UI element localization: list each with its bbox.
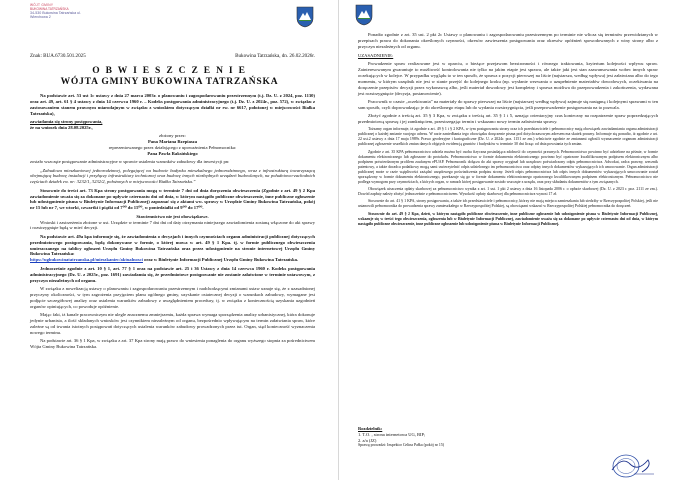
case-reference: Znak: BUA.6730.501.2025 — [30, 53, 86, 59]
publication-info: Stosownie do art. 49 § 2 Kpa, dzień, w którym nastąpiło publiczne obwieszczenie, inne publiczne ogłoszenie lub udostępnienie pisma w Biuletynie Informacji Publicznej, wskazuje się w treści tego obwieszczenia, ogłoszenia lub w Biuletynie Informacji Publicznej, zawiadomienie uważa się za dokonane po upływie czternastu dni od dnia, w którym nastąpiło publiczne obwieszczenie, inne publiczne ogłoszenie lub udostępnienie pisma w Biuletynie Informacji Publicznej. — [358, 211, 658, 226]
right-body — [358, 32, 658, 229]
power-of-attorney-info: Zgodnie z art. 35 KPA pełnomocnictwo udziela można być osoba fizyczna posiadająca zdolność do czynności prawnych. Pełnomocnictwo powinno być udzielone na piśmie, w formie dokumentu elektronicznego lub zgłoszone do protokołu. Pełnomocnictwo w formie dokumentu elektronicznego powinno być opatrzone kwalifikowanym podpisem elektronicznym albo podpisem potwierdzonym profilem zaufanym ePUAP. Pełnomocnik dołącza do akt sprawy oryginał lub urzędowo poświadczony odpis pełnomocnictwa. Adwokat, radca prawny, rzecznik patentowy, a także doradca podatkowy mogą sami uwierzytelnić odpis udzielonego im pełnomocnictwa oraz odpisy innych dokumentów wykazujących ich umocowanie. Organ administracji publicznej może w razie wątpliwości zażądać urzędowego poświadczenia podpisu strony. Jeżeli odpis pełnomocnictwa lub odpis innych dokumentów wykazujących umocowanie został sporządzony w formie dokumentu elektronicznego, przekazuje się go w formie dokumentu elektronicznego opatrzonego kwalifikowanym podpisem elektronicznym. Pełnomocnictwo nie podlega wymogom przy czynnościach, z których organ, w ramach której postępowanie zostało wszczęte z urzędu, oraz przy składaniu dokumentów z tym związanych. — [358, 149, 658, 184]
coat-of-arms-icon — [355, 4, 373, 26]
case-handler-note: Sprawę prowadzi: Inspektor Celina Pałka (pokój nr 15) — [358, 443, 445, 448]
appeal-info: Na podstawie art. 36 § 1 Kpa, w związku z art. 37 Kpa strony mają prawo do wniesienia ponaglenia do organu wyższego stopnia za pośrednictwem Wójta Gminy Bukowina Tatrzańska. — [30, 337, 315, 349]
legal-basis: Na podstawie art. 53 ust 1c ustawy z dnia 27 marca 2003r. o planowaniu i zagospodarowaniu przestrzennym (t.j. Dz. U. z 2024, poz. 1130) oraz art. 49, art. 61 § 4 ustawy z dnia 14 czerwca 1960 r. – Kodeks postępowania administracyjnego (t.j. Dz. U. z 2024r., poz. 572), w związku z zastosowaniem stanem prawnym miarodajnym w związku z wnioskiem dotyczącym działki nr ew. nr 6617, położonej w miejscowości Białka Tatrzańska), — [30, 93, 315, 116]
workload-reason: Mając fakt, iż kanale pracowniczym nie ulegle znacznemu zmniejszeniu, każda sprawa wymaga sporządzenia analizy urbanistycznej, która dokonuje jedynie urbanista, a ilość składanych wniosków jest czynnikiem niezależnym od organu, bezpośrednio wpływającym na termin załatwiania spraw, które zależne są od trwania istotnych postępowań dotyczących ustalenia warunków zabudowy prowadzonych przez tut. Organ, stąd konieczność wyznaczenia nowego terminu. — [30, 311, 315, 335]
notification-method: Na podstawie art. 49a kpa informuje się, że zawiadomienia o decyzjach i innych czynnościach organu administracji publicznej dotyczących przedmiotowego postępowania, będą dokonywane w formie, o której mowa w art. 49 § 1 Kpa. tj. w formie publicznego obwieszczenia umieszczanego na tablicy ogłoszeń Urzędu Gminy Bukowina Tatrzańska oraz przez udostępnienie na stronie internetowej Urzędu Gminy Bukowina Tatrzańska: — [30, 233, 315, 257]
proceedings-initiated: zostało wszczęte postępowanie administracyjne w sprawie ustalenia warunków zabudowy dla inwestycji pn: — [30, 159, 230, 165]
filed-by-label: złożony przez: — [159, 133, 186, 139]
stamp-line-3: 34-530 Bukowina Tatrzańska ul. Wierchowa 2 — [30, 11, 81, 19]
office-stamp — [30, 3, 94, 25]
application-date: że na wniosek dnia 28.08.2025r., — [30, 124, 93, 130]
notification-tail: oraz w Biuletynie Informacji Publicznej Urzędu Gminy Bukowina Tatrzańska. — [142, 257, 299, 263]
signature-stamp — [608, 452, 658, 480]
address-change-info: Tożsamy organ informuje, iż zgodnie z art. 49 § 1 i § 2 KPA, w tym postępowaniu strony oraz ich przedstawiciele i pełnomocnicy mają obowiązek zawiadamiania organu administracji publicznej o każdej zmianie swojego adresu. W razie zaniedbania tego obowiązku doręczenie pisma pod dotychczasowym adresem ma skutek prawny. Informuje się ponadto, iż zgodnie z art. 22 ust.2 ustawy z dnia 17 maja 1989r. Prawo geodezyjne i kartograficzne (Dz. U. z 2024r. poz. 1151 ze zm.) właściwie zgodnie ze zmianami ogłosili wyznaczenie organom administracji publicznej zgłoszenie wszelkich zmian danych objętych ewidencją gruntów i budynków w terminie 30 dni licząc od dnia powstania tych zmian. — [358, 127, 658, 147]
attorney-name: Pana Pawła Raksińskiego — [147, 150, 198, 156]
justification-order: Prowadzenie spraw realizowane jest w oparciu, o bieżące przejawom bezstronności i równego traktowania, kryterium kolejności wpływu spraw. Zainteresowanym gwarantuje to możliwość kontrolowania nie tylko na jakim etapie jest sprawa, ale także jaki jest stan zaawansowania wobec innych spraw oczekujących w kolejce. W przypadku wyglądu to w ten sposób, że sprawa z pozycji pierwszej na liście (najstarsza, według wpływu) jest załatwiana albo do tego momentu, w którym urzędnik nie jest w stanie przejść do kolejnego kroku (np. wysłanie wezwania o uzupełnienie materiałów dowodowych, oczekiwania na doręczenie przepisów decyzji przez wykonawcę albo, jeśli materiał dowodowy jest kompletny i sprawa możliwa do przeprowadzenia i zakończenia, wydawana jest rozstrzygnięcie (decyzja, postanowienie). — [358, 61, 658, 96]
justification-heading: UZASADNIENIE: — [358, 52, 394, 58]
stamp-duty-info: Obowiązek uiszczenia opłaty skarbowej za pełnomocnictwo wynika z art. 1 ust. 1 pkt 2 ustawy z dnia 16 listopada 2006 r. o opłacie skarbowej (Dz. U. z 2023 r. poz. 2111 ze zm.). Dowód zapłaty należy złożyć jednocześnie z pełnomocnictwem. Wysokość opłaty skarbowej dla pełnomocnictwa wynosi 17 zł. — [358, 187, 658, 197]
recipients-block — [358, 426, 558, 449]
foreign-parties-info: Stosownie do art. 41 § 1 KPA, strony postępowania, a także ich przedstawiciele i pełnomocnicy, którzy nie mają miejsca zamieszkania lub siedziby w Rzeczypospolitej Polskiej, jeśli nie ustanowili pełnomocnika do prowadzenia sprawy zamieszkałego w Rzeczypospolitej Polskiej, są obowiązani wskazać w Rzeczypospolitej Polskiej pełnomocnika do doręczeń. — [358, 199, 658, 209]
access-to-files: Stosownie do treści art. 73 Kpa strony postępowania mogą w terminie 7 dni od dnia doręczenia obwieszczenia (Zgodnie z art. 49 § 2 Kpa zawiadomienie uważa się za dokonane po upływie czternastu dni od dnia, w którym nastąpiło publiczne obwieszczenie, inne publiczne ogłoszenie lub udostępnienie pisma w Biuletynie Informacji Publicznej) zapoznać się z aktami ww. sprawy w Urzędzie Gminy Bukowina Tatrzańska, pokój nr 15 lub nr 7, we wtorki, czwartki i piątki od 7⁰⁰ do 15⁰⁰, w poniedziałki od 9⁰⁰ do 17⁰⁰. — [30, 187, 315, 211]
recipient-item: 2. a/a (JZ) — [358, 437, 377, 443]
deadline-note: Ponadto zgodnie z art. 35 ust. 2 pkt 2c Ustawy o planowaniu i zagospodarowaniu przestrzennym po terminie nie wlicza się terminów przewidzianych w przepisach prawa do dokonania określonych czynności, okresów zawieszenia postępowania oraz okresów opóźnień spowodowanych z winy strony albo z przyczyn niezależnych od organu. — [358, 32, 658, 49]
notification-link-line — [30, 257, 315, 263]
delay-reason: W związku z nowelizacją ustawy o planowaniu i zagospodarowaniu przestrzennym i nadchodzącymi zmianami ustaw uznaje się, że z uzasadnionej przyczyny okoliczności, w tym zagrożenia przyjęciem planu ogólnego gminy, uzyskanie ostatecznej decyzji o warunkach zabudowy, wymagane jest podjęcie szczegółowej analizy oraz ustalenia warunków zabudowy z uwzględnieniem procedury, tj. w związku z koniecznością uzyskania uzgodnień organów opiniujących, co powoduje opóźnienie. — [30, 285, 315, 309]
investment-description: „Zabudowa mieszkaniowej jednorodzinnej, polegającej na budowie budynku mieszkalnego jednorodzinnego, wraz z infrastrukturą towarzyszącą obejmującą budowę instalacji i przyłączy infrastruktury technicznej oraz budowę innych niezbędnych urządzeń budowlanych, na południowo-zachodnich częściach działek ew. nr: 3232/1, 3232/2, położonych w miejscowości Białka Tatrzańska.” — [30, 167, 315, 185]
stamp-line-2: BUKOWINA TATRZAŃSKA — [30, 7, 69, 11]
notice-parties: zawiadamia się strony postępowania, — [30, 119, 103, 125]
applicant-name: Pana Mariana Rzepiasza — [148, 139, 197, 145]
left-page — [0, 0, 339, 480]
left-body — [30, 93, 315, 352]
representing-label: reprezentowanego przez działającego z upoważnienia Pełnomocnika: — [108, 145, 237, 151]
coat-of-arms-icon — [296, 6, 314, 28]
justification-workflow: Pracownik w czasie „oczekiwania” na materiały do sprawy pierwszej na liście (najstarszej według wpływu) zajmuje się następną i kolejnymi sprawami w ten sam sposób, czyli doprowadzając je do określonego etapu lub do wydania rozstrzygnięcia, jeśli przeprowadzenie postępowania na to pozwala. — [358, 98, 658, 110]
recipient-item: 1. T.O. , strona internetowa UG, BIP; — [358, 431, 426, 437]
letter-header — [30, 53, 315, 59]
place-and-date: Bukowina Tatrzańska, dn. 26.02.2026r. — [235, 53, 315, 59]
stamp-line-1: WÓJT GMINY — [30, 3, 54, 7]
requests-note: Wnioski i zastrzeżenia złożone w ust. Urzędzie w terminie 7 dni dni od daty otrzymania niniejszego zawiadomienia zostaną włączone do akt sprawy i rozstrzygnięte będą w mieć decyzji. — [30, 219, 315, 231]
document-issuer: WÓJTA GMINY BUKOWINA TATRZAŃSKA — [60, 77, 279, 87]
recipients-heading: Rozdzielnik: — [358, 426, 383, 431]
delay-notice: Jednocześnie zgodnie z art. 10 § 1, art. 77 § 1 oraz na podstawie art. 25 i 36 Ustawy z dnia 14 czerwca 1960 r. Kodeks postępowania administracyjnego (Dz. U. z 2025r., poz. 1691) zawiadamia się, że przedmiotowe postępowanie nie zostanie załatwione w terminie ustawowym, z przyczyn niezależnych od organu. — [30, 265, 315, 283]
document-title: O B W I E S Z C Z E N I E — [92, 66, 247, 76]
website-link[interactable]: https://ugbukowinatatrzanska.pl/mieszkaniec/aktualnosci — [30, 257, 143, 263]
attendance-note: Stawiennictwo nie jest obowiązkowe. — [136, 213, 209, 219]
justification-deadline: Złożyć zgodnie z treścią art. 35 § 3 Kpa, w związku z treścią art. 35 § 1 i 5, uznając orientacyjny czas konieczny na rozpatrzenie spraw poprzedzających przedmiotową sprawę i jej zamknięciem, przestrzegając termin i wskazano nowy termin załatwienia sprawy. — [358, 113, 658, 124]
right-page — [340, 0, 679, 480]
